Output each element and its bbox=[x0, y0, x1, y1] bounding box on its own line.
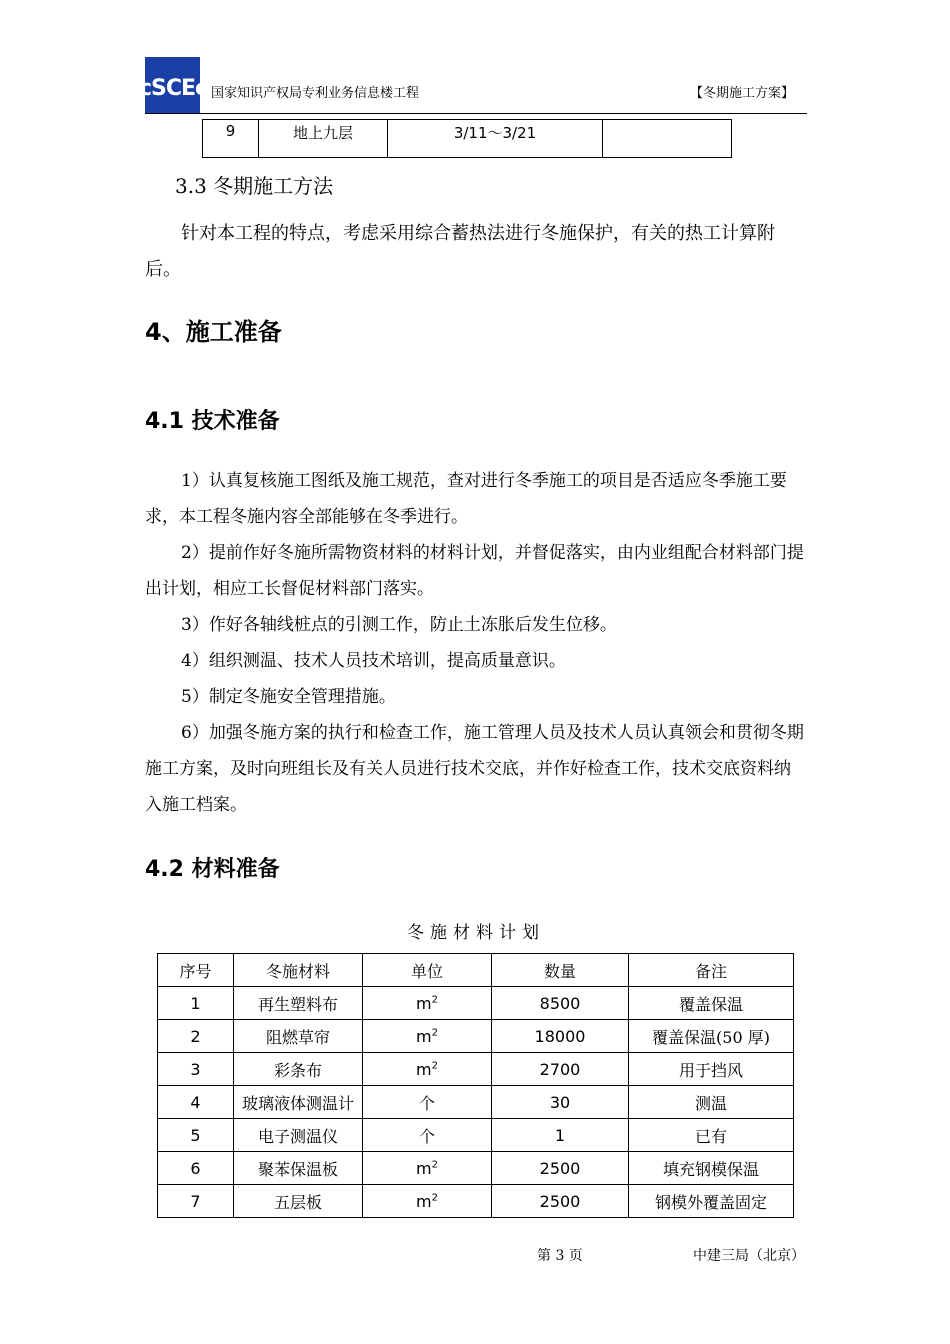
section-4-heading: 4、施工准备 bbox=[145, 318, 282, 346]
cell-no: 9 bbox=[203, 120, 259, 158]
schedule-table-continued bbox=[202, 119, 732, 158]
cell-floor: 地上九层 bbox=[259, 120, 388, 158]
cell-qty: 2500 bbox=[492, 1152, 629, 1185]
cell-material: 彩条布 bbox=[234, 1053, 363, 1086]
cell-qty: 30 bbox=[492, 1086, 629, 1119]
footer-organization: 中建三局（北京） bbox=[693, 1248, 805, 1264]
list-item: 6）加强冬施方案的执行和检查工作，施工管理人员及技术人员认真领会和贯彻冬期施工方案，及时向班组长及有关人员进行技术交底，并作好检查工作，技术交底资料纳入施工档案。 bbox=[145, 723, 804, 815]
footer-page-number: 第 3 页 bbox=[537, 1248, 583, 1264]
list-item: 2）提前作好冬施所需物资材料的材料计划，并督促落实，由内业组配合材料部门提出计划，相应工长督促材料部门落实。 bbox=[145, 543, 804, 599]
cell-no: 4 bbox=[158, 1086, 234, 1119]
materials-table bbox=[157, 953, 794, 1218]
cell-qty: 2700 bbox=[492, 1053, 629, 1086]
table-caption: 冬施材料计划 bbox=[407, 923, 545, 943]
cell-material: 电子测温仪 bbox=[234, 1119, 363, 1152]
cell-qty: 2500 bbox=[492, 1185, 629, 1218]
list-item: 3）作好各轴线桩点的引测工作，防止土冻胀后发生位移。 bbox=[181, 615, 617, 635]
table-row bbox=[158, 1152, 794, 1185]
unit-superscript: 2 bbox=[431, 1060, 438, 1072]
unit-text: m bbox=[416, 1026, 432, 1046]
cell-note: 填充钢模保温 bbox=[629, 1152, 794, 1185]
cell-material: 聚苯保温板 bbox=[234, 1152, 363, 1185]
cell-note: 测温 bbox=[629, 1086, 794, 1119]
col-header-note: 备注 bbox=[629, 954, 794, 987]
col-header-no: 序号 bbox=[158, 954, 234, 987]
section-4-2-heading: 4.2 材料准备 bbox=[145, 857, 280, 882]
table-row bbox=[158, 987, 794, 1020]
cell-unit bbox=[363, 1119, 492, 1152]
section-3-3-paragraph: 针对本工程的特点，考虑采用综合蓄热法进行冬施保护，有关的热工计算附后。 bbox=[145, 223, 775, 280]
company-logo bbox=[138, 57, 207, 113]
list-item: 1）认真复核施工图纸及施工规范，查对进行冬季施工的项目是否适应冬季施工要求，本工程冬施内容全部能够在冬季进行。 bbox=[145, 471, 787, 527]
col-header-unit: 单位 bbox=[363, 954, 492, 987]
cell-note: 用于挡风 bbox=[629, 1053, 794, 1086]
unit-superscript: 2 bbox=[431, 1159, 438, 1171]
svg-text:cSCEc: cSCEc bbox=[138, 76, 207, 101]
cell-note: 钢模外覆盖固定 bbox=[629, 1185, 794, 1218]
unit-text: m bbox=[416, 1059, 432, 1079]
cell-note: 已有 bbox=[629, 1119, 794, 1152]
unit-text: 个 bbox=[418, 1093, 435, 1113]
table-row bbox=[158, 1020, 794, 1053]
cell-no: 7 bbox=[158, 1185, 234, 1218]
list-item: 5）制定冬施安全管理措施。 bbox=[181, 687, 396, 707]
section-4-1-heading: 4.1 技术准备 bbox=[145, 409, 280, 434]
table-row bbox=[158, 1053, 794, 1086]
cell-qty: 1 bbox=[492, 1119, 629, 1152]
cell-no: 5 bbox=[158, 1119, 234, 1152]
cell-no: 2 bbox=[158, 1020, 234, 1053]
header-doc-label: 【冬期施工方案】 bbox=[690, 86, 795, 101]
cell-no: 1 bbox=[158, 987, 234, 1020]
unit-text: 个 bbox=[418, 1126, 435, 1146]
col-header-material: 冬施材料 bbox=[234, 954, 363, 987]
cell-dates: 3/11～3/21 bbox=[388, 120, 603, 158]
cell-unit bbox=[363, 1185, 492, 1218]
list-item: 4）组织测温、技术人员技术培训，提高质量意识。 bbox=[181, 651, 566, 671]
cell-material: 再生塑料布 bbox=[234, 987, 363, 1020]
cell-unit bbox=[363, 1086, 492, 1119]
cell-material: 五层板 bbox=[234, 1185, 363, 1218]
header-divider bbox=[145, 113, 807, 114]
cell-empty bbox=[603, 120, 732, 158]
table-row bbox=[203, 120, 732, 158]
cell-no: 6 bbox=[158, 1152, 234, 1185]
cell-material: 玻璃液体测温计 bbox=[234, 1086, 363, 1119]
unit-superscript: 2 bbox=[431, 994, 438, 1006]
cscec-logo-icon bbox=[138, 68, 207, 102]
unit-superscript: 2 bbox=[431, 1192, 438, 1204]
cell-note: 覆盖保温 bbox=[629, 987, 794, 1020]
table-header-row bbox=[158, 954, 794, 987]
header-project-title: 国家知识产权局专利业务信息楼工程 bbox=[211, 86, 420, 101]
cell-material: 阻燃草帘 bbox=[234, 1020, 363, 1053]
cell-unit bbox=[363, 987, 492, 1020]
table-row bbox=[158, 1185, 794, 1218]
table-row bbox=[158, 1119, 794, 1152]
cell-note: 覆盖保温(50 厚) bbox=[629, 1020, 794, 1053]
unit-superscript: 2 bbox=[431, 1027, 438, 1039]
cell-unit bbox=[363, 1020, 492, 1053]
table-row bbox=[158, 1086, 794, 1119]
cell-no: 3 bbox=[158, 1053, 234, 1086]
unit-text: m bbox=[416, 1191, 432, 1211]
unit-text: m bbox=[416, 993, 432, 1013]
unit-text: m bbox=[416, 1158, 432, 1178]
cell-qty: 8500 bbox=[492, 987, 629, 1020]
cell-qty: 18000 bbox=[492, 1020, 629, 1053]
cell-unit bbox=[363, 1152, 492, 1185]
cell-unit bbox=[363, 1053, 492, 1086]
col-header-qty: 数量 bbox=[492, 954, 629, 987]
tech-prep-list bbox=[145, 463, 807, 823]
section-3-3-heading: 3.3 冬期施工方法 bbox=[175, 174, 334, 198]
